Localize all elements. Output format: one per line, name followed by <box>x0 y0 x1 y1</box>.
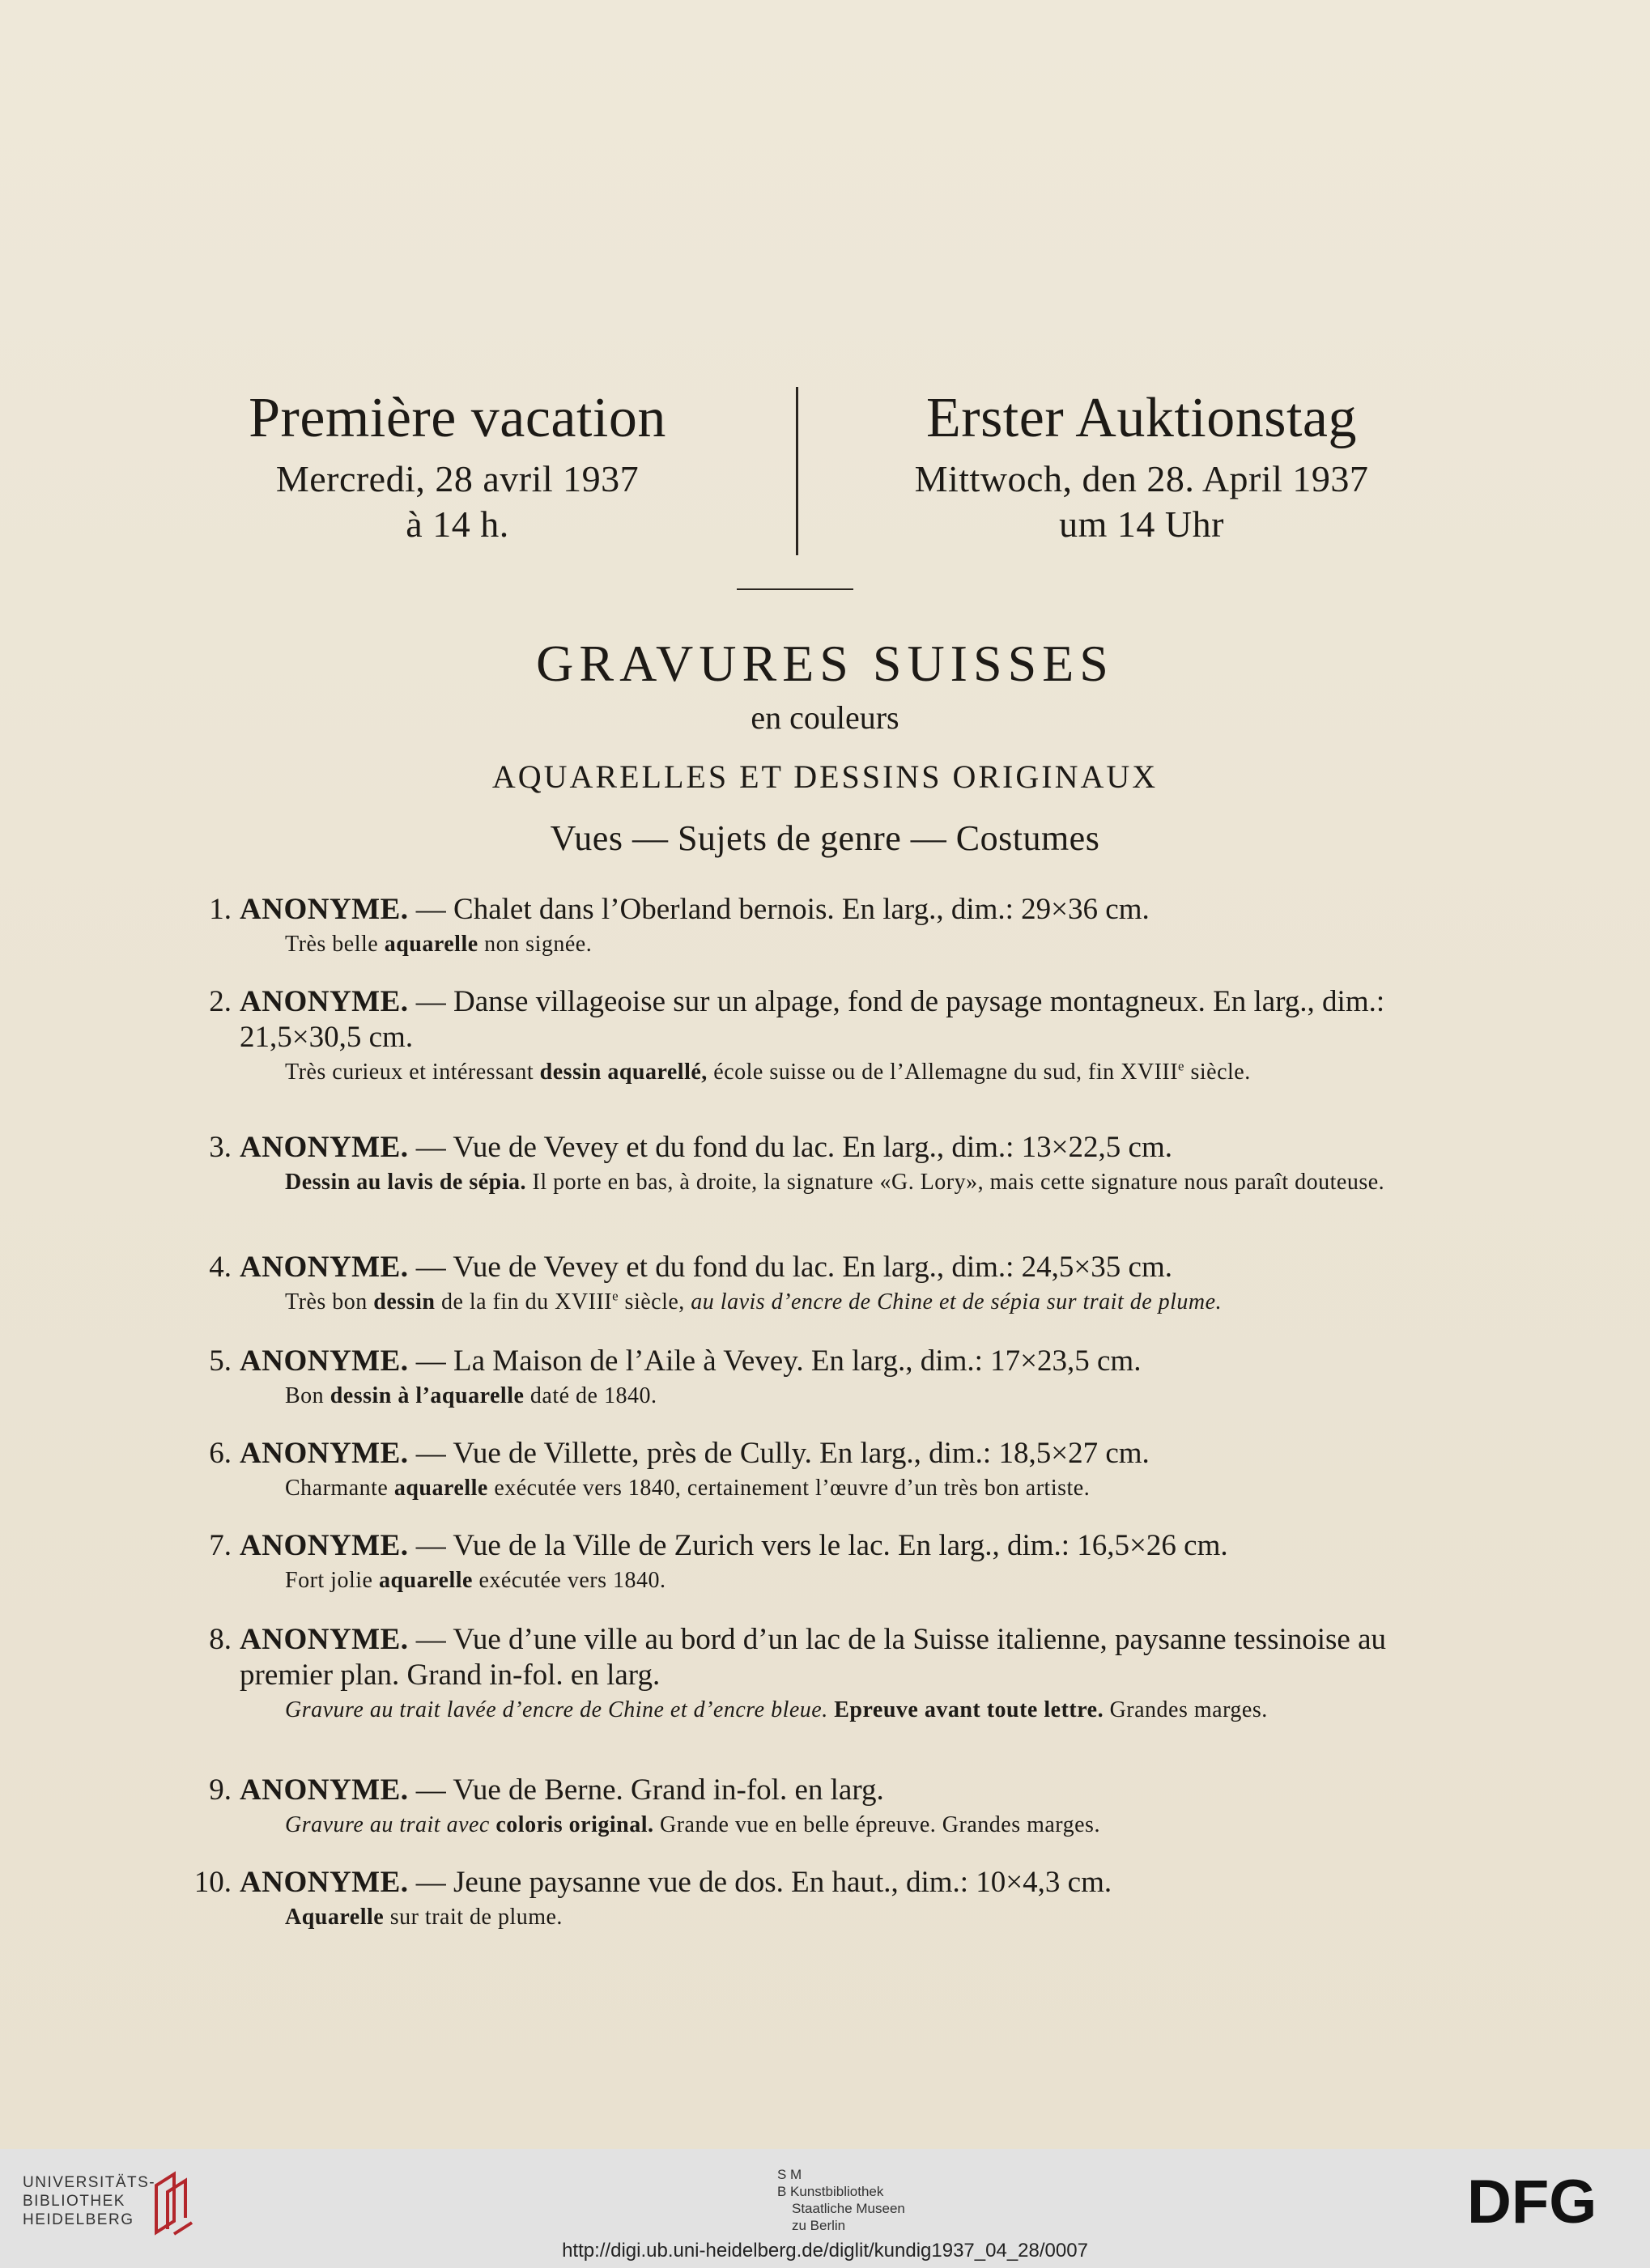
item-note-segment: au lavis d’encre de Chine et de sépia sur trait de plume. <box>691 1289 1223 1315</box>
item-note-segment: e <box>612 1288 619 1304</box>
item-note-segment: exécutée vers 1840, certainement l’œuvre d’un très bon artiste. <box>487 1476 1091 1501</box>
catalogue-item <box>185 892 1423 958</box>
item-artist: ANONYME. <box>240 985 409 1018</box>
item-heading <box>185 1865 1423 1901</box>
smb-kunstbibliothek-logo[interactable] <box>777 2166 905 2234</box>
catalogue-item <box>185 1622 1423 1724</box>
item-description: — Vue de Vevey et du fond du lac. En larg., dim.: 13×22,5 cm. <box>408 1131 1172 1164</box>
item-description: — Vue de Vevey et du fond du lac. En larg., dim.: 24,5×35 cm. <box>408 1251 1172 1284</box>
item-note <box>185 1811 1423 1839</box>
item-note-segment: exécutée vers 1840. <box>472 1568 666 1593</box>
item-note-segment: non signée. <box>478 932 593 957</box>
item-description: — Vue de Berne. Grand in-fol. en larg. <box>408 1773 884 1807</box>
item-number: 6. <box>209 1437 232 1470</box>
catalogue-item <box>185 1865 1423 1931</box>
item-note-segment: coloris original. <box>495 1812 654 1837</box>
item-note <box>185 1382 1423 1410</box>
item-heading <box>185 1436 1423 1472</box>
item-heading <box>185 984 1423 1055</box>
item-heading <box>185 1773 1423 1808</box>
item-description: — Vue de la Ville de Zurich vers le lac. En larg., dim.: 16,5×26 cm. <box>408 1529 1228 1562</box>
catalogue-item <box>185 1773 1423 1839</box>
item-description: — Danse villageoise sur un alpage, fond de paysage montagneux. En larg., dim.: 21,5×30,5 cm. <box>240 985 1385 1054</box>
uni-logo-line1: UNIVERSITÄTS- <box>23 2174 156 2191</box>
item-note-segment: Dessin au lavis de sépia. <box>285 1170 526 1195</box>
smb-line2: B Kunstbibliothek <box>777 2184 884 2199</box>
item-note <box>185 1289 1423 1316</box>
header-left-column <box>186 380 729 547</box>
item-description: — Chalet dans l’Oberland bernois. En larg., dim.: 29×36 cm. <box>408 893 1150 926</box>
item-note <box>185 931 1423 958</box>
item-note-segment: Très bon <box>285 1289 374 1315</box>
item-note <box>185 1567 1423 1595</box>
header-vertical-divider <box>796 387 798 555</box>
section-rule <box>737 588 853 590</box>
session-title-fr: Première vacation <box>249 387 666 449</box>
item-number: 1. <box>209 893 232 926</box>
item-note-segment: Grande vue en belle épreuve. Grandes marges. <box>653 1812 1100 1837</box>
item-description: — La Maison de l’Aile à Vevey. En larg., dim.: 17×23,5 cm. <box>408 1344 1142 1378</box>
dfg-logo-text: DFG <box>1467 2176 1597 2228</box>
item-number: 2. <box>209 985 232 1018</box>
catalogue-item <box>185 984 1423 1086</box>
item-note <box>185 1904 1423 1931</box>
item-heading <box>185 892 1423 928</box>
item-number: 3. <box>209 1131 232 1164</box>
item-note-segment: école suisse ou de l’Allemagne du sud, fin XVIII <box>707 1060 1179 1085</box>
session-date-de: Mittwoch, den 28. April 1937 <box>914 458 1369 499</box>
item-artist: ANONYME. <box>240 1866 409 1899</box>
item-artist: ANONYME. <box>240 893 409 926</box>
session-title-de: Erster Auktionstag <box>926 387 1357 449</box>
item-heading <box>185 1622 1423 1693</box>
session-time-de: um 14 Uhr <box>1059 503 1224 545</box>
page-url[interactable]: http://digi.ub.uni-heidelberg.de/diglit/kundig1937_04_28/0007 <box>562 2240 1088 2262</box>
heidelberg-mark-icon <box>150 2169 198 2237</box>
catalogue-item <box>185 1344 1423 1410</box>
section-heading-aquarelles: AQUARELLES ET DESSINS ORIGINAUX <box>491 758 1159 795</box>
item-note <box>185 1697 1423 1724</box>
item-artist: ANONYME. <box>240 1251 409 1284</box>
catalogue-item <box>185 1130 1423 1196</box>
item-note-segment: Epreuve avant toute lettre. <box>834 1697 1104 1722</box>
item-note-segment: aquarelle <box>393 1476 488 1501</box>
section-subtitle: en couleurs <box>751 699 899 736</box>
uni-logo-line3: HEIDELBERG <box>23 2211 134 2228</box>
item-artist: ANONYME. <box>240 1344 409 1378</box>
section-heading-vues: Vues — Sujets de genre — Costumes <box>550 818 1100 858</box>
item-heading <box>185 1250 1423 1285</box>
dfg-logo-icon[interactable] <box>1467 2176 1629 2228</box>
smb-line4: zu Berlin <box>792 2218 846 2233</box>
item-note-segment: dessin <box>373 1289 436 1315</box>
item-note-segment: Très curieux et intéressant <box>285 1060 540 1085</box>
item-note <box>185 1475 1423 1502</box>
item-note-segment: daté de 1840. <box>524 1383 657 1408</box>
item-note-segment: siècle, <box>619 1289 691 1315</box>
item-artist: ANONYME. <box>240 1131 409 1164</box>
item-artist: ANONYME. <box>240 1529 409 1562</box>
item-note-segment: Gravure au trait avec <box>285 1812 490 1837</box>
item-note-segment: Bon <box>285 1383 330 1408</box>
item-number: 10. <box>193 1866 232 1899</box>
item-note-segment: aquarelle <box>384 932 478 957</box>
item-note <box>185 1169 1423 1196</box>
session-date-fr: Mercredi, 28 avril 1937 <box>275 458 640 499</box>
item-number: 8. <box>209 1623 232 1656</box>
catalogue-item <box>185 1528 1423 1595</box>
item-note-segment: dessin à l’aquarelle <box>330 1383 525 1408</box>
item-note-segment: siècle. <box>1184 1060 1251 1085</box>
item-note-segment: Aquarelle <box>285 1905 385 1930</box>
catalogue-item <box>185 1250 1423 1316</box>
item-note-segment: Très belle <box>285 932 385 957</box>
catalogue-item <box>185 1436 1423 1502</box>
item-note-segment: Charmante <box>285 1476 394 1501</box>
item-heading <box>185 1130 1423 1166</box>
item-description: — Vue d’une ville au bord d’un lac de la Suisse italienne, paysanne tessinoise au premier plan. Grand in-fol. en larg. <box>240 1623 1387 1692</box>
item-heading <box>185 1528 1423 1564</box>
item-note-segment: Fort jolie <box>285 1568 379 1593</box>
item-note-segment: Grandes marges. <box>1104 1697 1268 1722</box>
smb-line1: S M <box>777 2167 802 2182</box>
item-artist: ANONYME. <box>240 1437 409 1470</box>
item-note-segment: aquarelle <box>378 1568 473 1593</box>
item-note-segment: de la fin du XVIII <box>435 1289 613 1315</box>
item-note-segment: Gravure au trait lavée d’encre de Chine et d’encre bleue. <box>285 1697 828 1722</box>
item-note-segment: e <box>1178 1058 1184 1074</box>
item-description: — Vue de Villette, près de Cully. En larg., dim.: 18,5×27 cm. <box>408 1437 1150 1470</box>
section-title: GRAVURES SUISSES <box>536 635 1114 692</box>
item-note-segment: dessin aquarellé, <box>539 1060 708 1085</box>
item-note-segment: sur trait de plume. <box>384 1905 563 1930</box>
item-note-segment: Il porte en bas, à droite, la signature «G. Lory», mais cette signature nous paraît douteuse. <box>526 1170 1385 1195</box>
item-number: 5. <box>209 1344 232 1378</box>
uni-logo-line2: BIBLIOTHEK <box>23 2193 125 2210</box>
item-artist: ANONYME. <box>240 1773 409 1807</box>
item-number: 9. <box>209 1773 232 1807</box>
header-right-column <box>842 380 1441 547</box>
item-description: — Jeune paysanne vue de dos. En haut., dim.: 10×4,3 cm. <box>408 1866 1112 1899</box>
item-note <box>185 1059 1423 1086</box>
session-time-fr: à 14 h. <box>406 503 509 545</box>
smb-line3: Staatliche Museen <box>792 2201 905 2216</box>
item-number: 7. <box>209 1529 232 1562</box>
item-heading <box>185 1344 1423 1379</box>
item-artist: ANONYME. <box>240 1623 409 1656</box>
item-number: 4. <box>209 1251 232 1284</box>
